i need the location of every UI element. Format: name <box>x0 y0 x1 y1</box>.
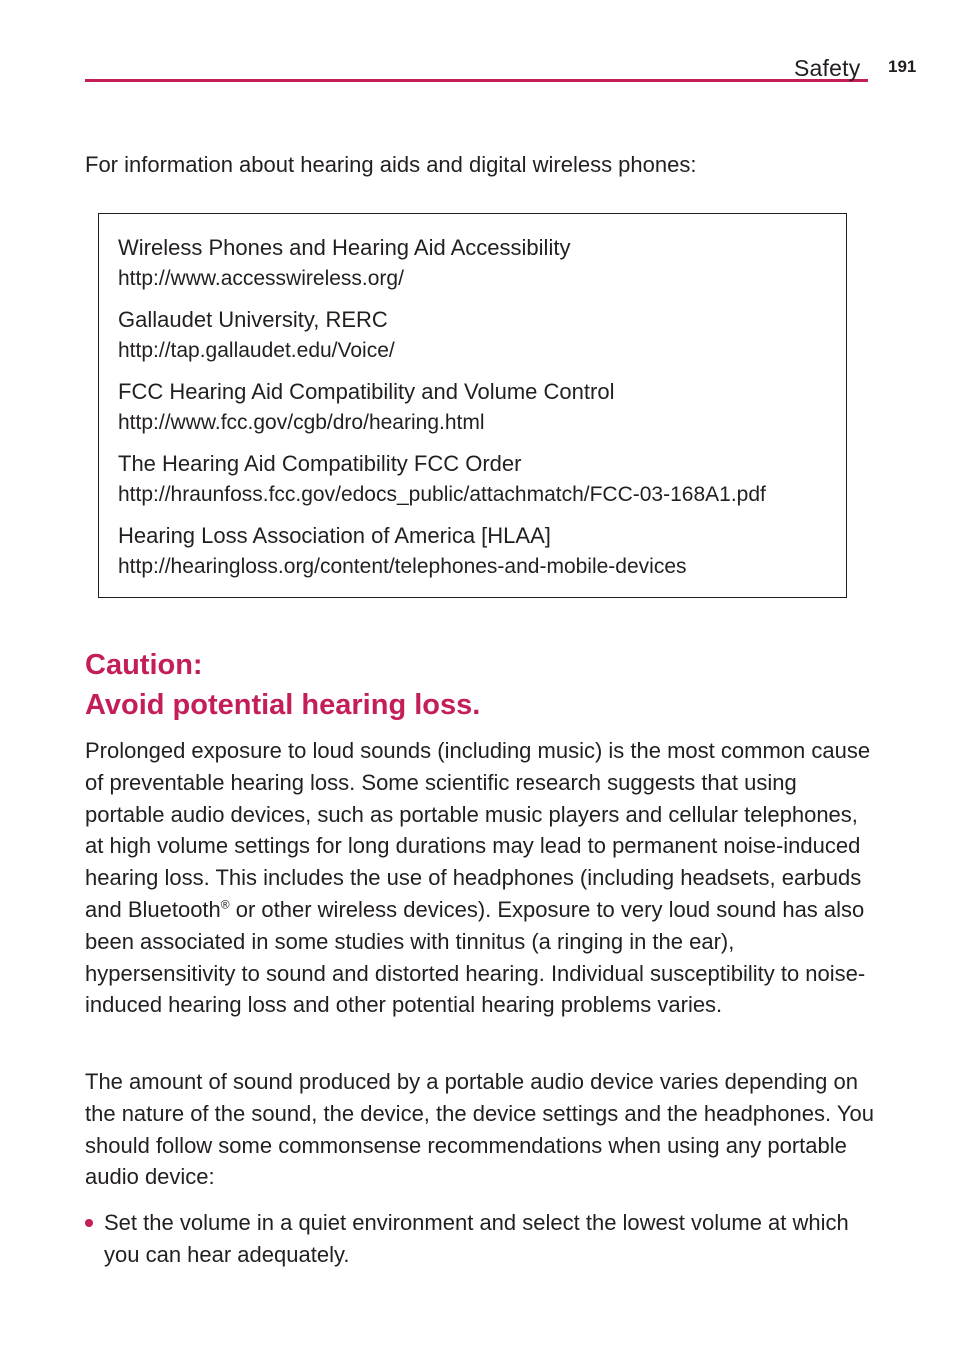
resource-link[interactable]: http://hraunfoss.fcc.gov/edocs_public/attachmatch/FCC-03-168A1.pdf <box>118 483 766 506</box>
header-rule <box>85 79 868 82</box>
resource-title: The Hearing Aid Compatibility FCC Order <box>118 451 522 476</box>
intro-text: For information about hearing aids and digital wireless phones: <box>85 152 697 177</box>
resource-link[interactable]: http://www.fcc.gov/cgb/dro/hearing.html <box>118 411 485 434</box>
resource-link[interactable]: http://www.accesswireless.org/ <box>118 267 404 290</box>
bullet-item <box>85 1207 875 1271</box>
resource-box <box>98 213 847 598</box>
resource-item <box>118 449 846 511</box>
body-paragraph-1 <box>85 735 875 1021</box>
body-paragraph-2: The amount of sound produced by a portable audio device varies depending on the nature of the sound, the device, the device settings and the headphones. You should follow some commonsense recommendations when using any portable audio device: <box>85 1069 874 1190</box>
caution-heading-line2: Avoid potential hearing loss. <box>85 689 481 721</box>
resource-title: Hearing Loss Association of America [HLAA] <box>118 523 551 548</box>
resource-item <box>118 521 846 583</box>
section-label: Safety <box>794 55 861 81</box>
caution-heading-line1: Caution: <box>85 649 203 681</box>
paragraph1-text-a: Prolonged exposure to loud sounds (including music) is the most common cause of preventable hearing loss. Some scientific research suggests that using portable audio devices, such as portable music players and cellular telephones, at high volume settings for long durations may lead to permanent noise-induced hearing loss. This includes the use of headphones (including headsets, earbuds and Bluetooth <box>85 738 871 922</box>
resource-item <box>118 233 846 295</box>
caution-heading <box>85 645 480 725</box>
bullet-dot-icon <box>85 1219 93 1227</box>
resource-title: Gallaudet University, RERC <box>118 307 388 332</box>
resource-item <box>118 305 846 367</box>
resource-link[interactable]: http://tap.gallaudet.edu/Voice/ <box>118 339 395 362</box>
resource-title: FCC Hearing Aid Compatibility and Volume Control <box>118 379 615 404</box>
registered-mark: ® <box>220 897 230 912</box>
paragraph1-text-b: or other wireless devices). Exposure to very loud sound has also been associated in some studies with tinnitus (a ringing in the ear), hypersensitivity to sound and distorted hearing. Individual susceptibility to noise-induced hearing loss and other potential hearing problems varies. <box>85 896 866 1018</box>
bullet-text: Set the volume in a quiet environment and select the lowest volume at which you can hear adequately. <box>104 1210 849 1267</box>
page-number: 191 <box>888 57 917 76</box>
resource-title: Wireless Phones and Hearing Aid Accessibility <box>118 235 571 260</box>
resource-link[interactable]: http://hearingloss.org/content/telephones-and-mobile-devices <box>118 555 687 578</box>
resource-item <box>118 377 846 439</box>
